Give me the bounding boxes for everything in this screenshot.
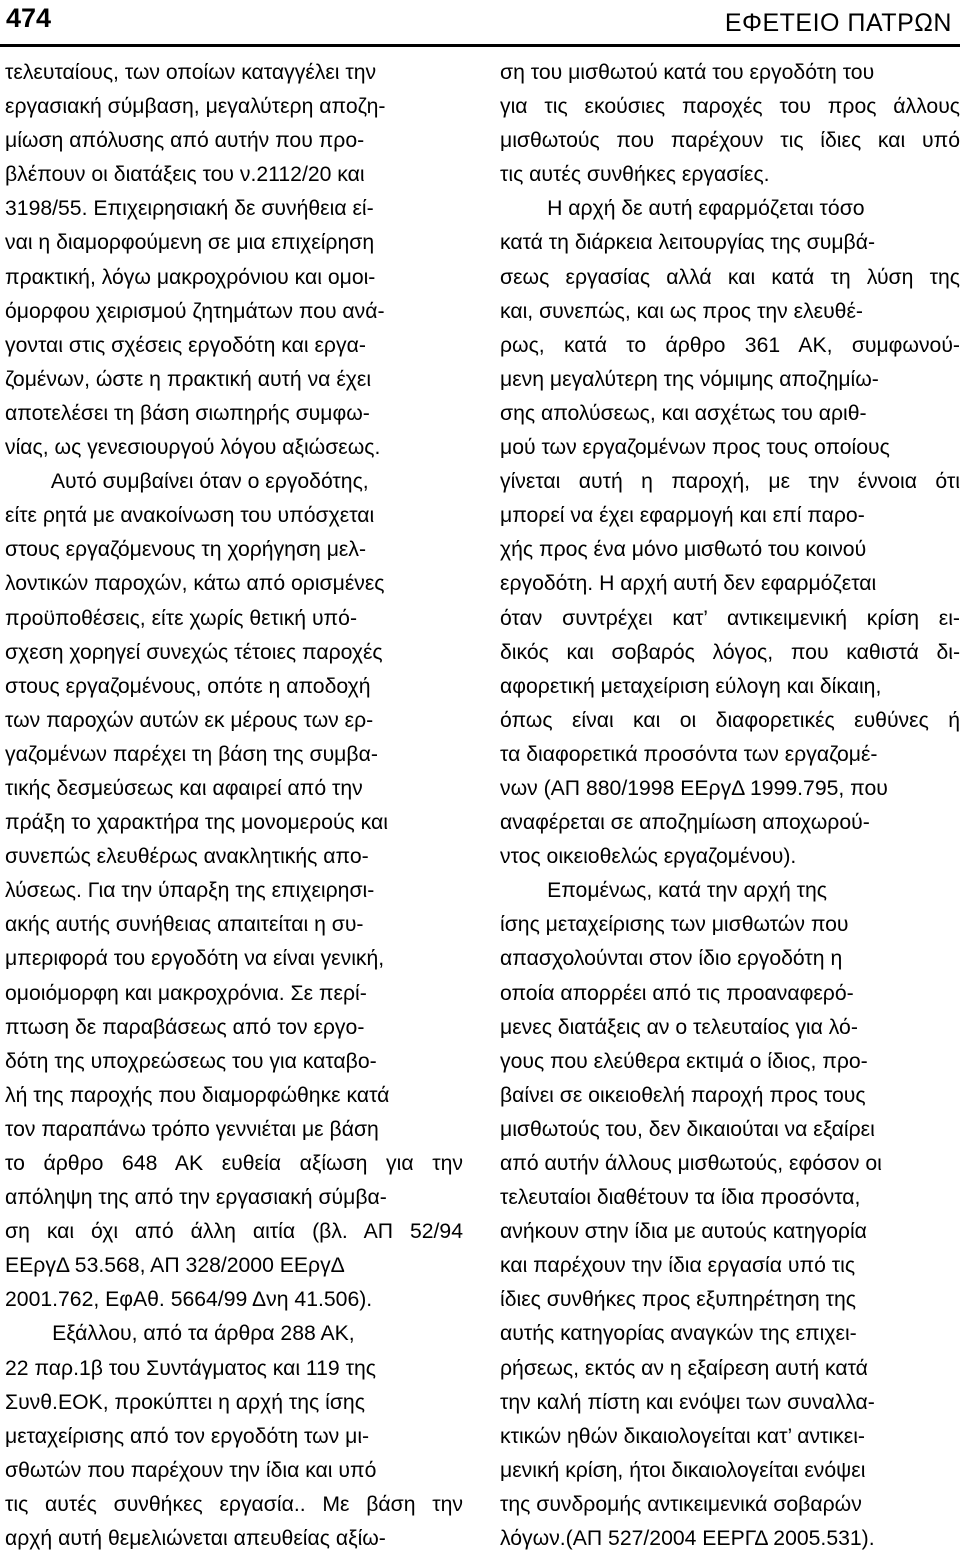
page-header — [0, 0, 960, 47]
right-column-line: όταν συντρέχει κατ’ αντικειμενική κρίση ει- — [500, 606, 960, 630]
left-column-line: των παροχών αυτών εκ μέρους των ερ- — [5, 708, 374, 732]
right-column-line: λόγων.(ΑΠ 527/2004 ΕΕΡΓΔ 2005.531). — [500, 1527, 875, 1551]
left-column-line: στους εργαζομένους, οπότε η αποδοχή — [5, 674, 371, 698]
right-column-line: μενη μεγαλύτερη της νόμιμης αποζημίω- — [500, 367, 879, 391]
right-column-line: της συνδρομής αντικειμενικά σοβαρών — [500, 1492, 862, 1516]
right-column-line: ρως, κατά το άρθρο 361 ΑΚ, συμφωνού- — [500, 333, 960, 357]
right-column-line: από αυτήν άλλους μισθωτούς, εφόσον οι — [500, 1152, 882, 1175]
left-column-line: 3198/55. Επιχειρησιακή δε συνήθεια εί- — [5, 197, 374, 221]
right-column-line: Επομένως, κατά την αρχή της — [500, 879, 827, 903]
left-column-line: γονται στις σχέσεις εργοδότη και εργα- — [5, 333, 366, 357]
left-text-column — [5, 56, 463, 1556]
right-column-line: ίδιες συνθήκες προς εξυπηρέτηση της — [500, 1288, 856, 1312]
left-column-line: γαζομένων παρέχει τη βάση της συμβα- — [5, 742, 378, 766]
left-column-line: είτε ρητά με ανακοίνωση του υπόσχεται — [5, 504, 375, 528]
left-column-line: πράξη το χαρακτήρα της μονομερούς και — [5, 811, 388, 835]
right-column-line: γίνεται αυτή η παροχή, με την έννοια ότι — [500, 470, 960, 494]
running-head: ΕΦΕΤΕΙΟ ΠΑΤΡΩΝ — [724, 9, 952, 37]
left-column-line: πτωση δε παραβάσεως από τον εργο- — [5, 1015, 365, 1039]
left-column-line: λή της παροχής που διαμορφώθηκε κατά — [5, 1083, 390, 1107]
left-column-line: το άρθρο 648 ΑΚ ευθεία αξίωση για την — [5, 1152, 463, 1175]
right-column-line: και παρέχουν την ίδια εργασία υπό τις — [500, 1254, 856, 1278]
left-column-line: Εξάλλου, από τα άρθρα 288 ΑΚ, — [5, 1322, 355, 1346]
left-column-line: ΕΕργΔ 53.568, ΑΠ 328/2000 ΕΕργΔ — [5, 1254, 345, 1278]
right-column-line: μού των εργαζομένων προς τους οποίους — [500, 436, 890, 460]
left-column-line: μεταχείρισης από τον εργοδότη των μι- — [5, 1424, 370, 1448]
left-column-line: εργασιακή σύμβαση, μεγαλύτερη αποζη- — [5, 95, 386, 119]
right-text-column — [500, 56, 960, 1556]
left-column-line: μίωση απόλυσης από αυτήν που προ- — [5, 129, 365, 153]
left-column-line: πρακτική, λόγω μακροχρόνιου και ομοι- — [5, 265, 376, 289]
right-column-line: νων (ΑΠ 880/1998 ΕΕργΔ 1999.795, που — [500, 776, 888, 800]
right-column-line: απασχολούνται στον ίδιο εργοδότη η — [500, 947, 843, 971]
right-column-line: δικός και σοβαρός λόγος, που καθιστά δι- — [500, 640, 960, 664]
right-column-line: οποία απορρέει από τις προαναφερό- — [500, 981, 854, 1005]
right-column-line: μενική κρίση, ήτοι δικαιολογείται ενόψει — [500, 1458, 866, 1482]
left-column-line: ση και όχι από άλλη αιτία (βλ. ΑΠ 52/94 — [5, 1220, 463, 1244]
left-column-line: μπεριφορά του εργοδότη να είναι γενική, — [5, 947, 385, 971]
left-column-line: ακής αυτής συνήθειας απαιτείται η συ- — [5, 913, 364, 937]
left-column-line: ναι η διαμορφούμενη σε μια επιχείρηση — [5, 231, 375, 255]
left-column-line: τον παραπάνω τρόπο γεννιέται με βάση — [5, 1117, 379, 1141]
right-column-line: ση του μισθωτού κατά του εργοδότη του — [500, 61, 875, 84]
right-column-line: την καλή πίστη και ενόψει των συναλλα- — [500, 1390, 875, 1414]
left-column-line: αποτελέσει τη βάση σιωπηρής συμφω- — [5, 401, 370, 425]
right-column-line: Η αρχή δε αυτή εφαρμόζεται τόσο — [500, 197, 865, 221]
right-column-line: τις αυτές συνθήκες εργασίες. — [500, 163, 770, 187]
left-column-line: τικής δεσμεύσεως και αφαιρεί από την — [5, 776, 363, 800]
left-column-line: ζομένων, ώστε η πρακτική αυτή να έχει — [5, 367, 372, 391]
right-column-line: τα διαφορετικά προσόντα των εργαζομέ- — [500, 742, 878, 766]
right-column-line: και, συνεπώς, και ως προς την ελευθέ- — [500, 299, 863, 323]
right-column-line: κτικών ηθών δικαιολογείται κατ’ αντικει- — [500, 1424, 865, 1448]
right-column-line: αυτής κατηγορίας αναγκών της επιχει- — [500, 1322, 857, 1346]
left-column-line: τις αυτές συνθήκες εργασία.. Με βάση την — [5, 1492, 463, 1516]
right-column-line: τελευταίοι διαθέτουν τα ίδια προσόντα, — [500, 1186, 861, 1210]
left-column-line: αρχή αυτή θεμελιώνεται απευθείας αξίω- — [5, 1527, 386, 1551]
left-column-line: 2001.762, ΕφΑθ. 5664/99 Δνη 41.506). — [5, 1288, 373, 1312]
left-column-line: 22 παρ.1β του Συντάγματος και 119 της — [5, 1356, 376, 1380]
right-column-line: ίσης μεταχείρισης των μισθωτών που — [500, 913, 849, 937]
right-column-line: αναφέρεται σε αποζημίωση αποχωρού- — [500, 811, 870, 835]
left-column-line: δότη της υποχρεώσεως του για καταβο- — [5, 1049, 377, 1073]
right-column-line: εργοδότη. Η αρχή αυτή δεν εφαρμόζεται — [500, 572, 877, 596]
right-column-line: μισθωτούς του, δεν δικαιούται να εξαίρει — [500, 1117, 875, 1141]
right-column-line: κατά τη διάρκεια λειτουργίας της συμβά- — [500, 231, 876, 255]
right-column-line: για τις εκούσιες παροχές του προς άλλους — [500, 95, 960, 119]
right-column-line: σεως εργασίας αλλά και κατά τη λύση της — [500, 265, 960, 289]
left-column-line: απόληψη της από την εργασιακή σύμβα- — [5, 1186, 387, 1210]
left-column-line: σθωτών που παρέχουν την ίδια και υπό — [5, 1458, 377, 1482]
left-column-line: προϋποθέσεις, είτε χωρίς θετική υπό- — [5, 606, 358, 630]
right-column-line: χής προς ένα μόνο μισθωτό του κοινού — [500, 538, 867, 562]
right-column-line: ρήσεως, εκτός αν η εξαίρεση αυτή κατά — [500, 1356, 868, 1380]
left-column-line: βλέπουν οι διατάξεις του ν.2112/20 και — [5, 163, 365, 187]
left-column-line: τελευταίους, των οποίων καταγγέλει την — [5, 61, 377, 84]
right-column-line: ανήκουν στην ίδια με αυτούς κατηγορία — [500, 1220, 867, 1244]
left-column-line: όμορφου χειρισμού ζητημάτων που ανά- — [5, 299, 385, 323]
right-column-line: μπορεί να έχει εφαρμογή και επί παρο- — [500, 504, 865, 528]
left-column-line: σχεση χορηγεί συνεχώς τέτοιες παροχές — [5, 640, 383, 664]
left-column-line: ομοιόμορφη και μακροχρόνια. Σε περί- — [5, 981, 367, 1005]
right-column-line: σης απολύσεως, και ασχέτως του αριθ- — [500, 401, 867, 425]
right-column-line: γους που ελεύθερα εκτιμά ο ίδιος, προ- — [500, 1049, 868, 1073]
left-column-line: Συνθ.ΕΟΚ, προκύπτει η αρχή της ίσης — [5, 1390, 365, 1414]
right-column-line: μισθωτούς που παρέχουν τις ίδιες και υπό — [500, 129, 960, 153]
left-column-line: στους εργαζόμενους τη χορήγηση μελ- — [5, 538, 367, 562]
left-column-line: λοντικών παροχών, κάτω από ορισμένες — [5, 572, 385, 596]
right-column-line: ντος οικειοθελώς εργαζομένου). — [500, 845, 797, 869]
left-column-line: Αυτό συμβαίνει όταν ο εργοδότης, — [5, 470, 369, 494]
right-column-line: μενες διατάξεις αν ο τελευταίος για λό- — [500, 1015, 858, 1039]
right-column-line: αφορετική μεταχείριση εύλογη και δίκαιη, — [500, 674, 882, 698]
right-column-line: βαίνει σε οικειοθελή παροχή προς τους — [500, 1083, 866, 1107]
page-number: 474 — [6, 3, 52, 33]
left-column-line: νίας, ως γενεσιουργού λόγου αξιώσεως. — [5, 436, 381, 460]
left-column-line: λύσεως. Για την ύπαρξη της επιχειρησι- — [5, 879, 375, 903]
right-column-line: όπως είναι και οι διαφορετικές ευθύνες ή — [500, 708, 960, 732]
left-column-line: συνεπώς ελευθέρως ανακλητικής απο- — [5, 845, 369, 869]
